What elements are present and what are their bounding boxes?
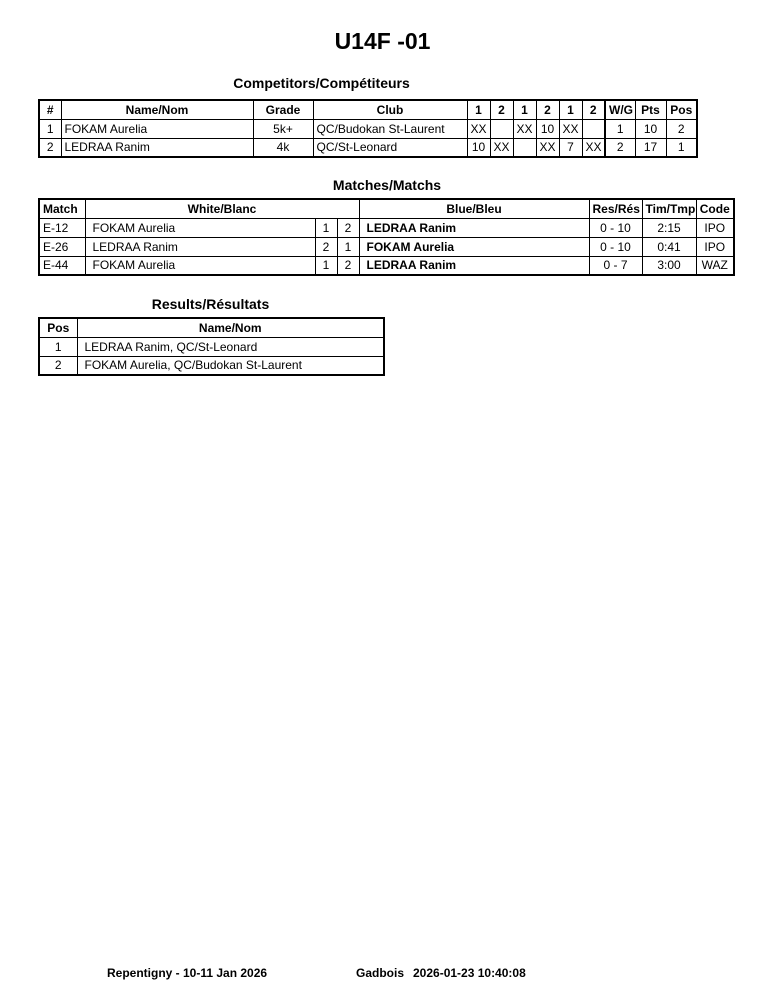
table-row — [39, 218, 734, 237]
result-pos: 1 — [39, 337, 77, 356]
col-name: Name/Nom — [61, 100, 253, 119]
white-number: 1 — [315, 218, 337, 237]
competitor-pos: 2 — [666, 119, 697, 138]
competitor-club: QC/Budokan St-Laurent — [313, 119, 467, 138]
result-pos: 2 — [39, 356, 77, 375]
match-time: 0:41 — [642, 237, 696, 256]
white-competitor: FOKAM Aurelia — [85, 256, 315, 275]
table-row — [39, 119, 697, 138]
match-code: IPO — [696, 237, 734, 256]
round-cell: XX — [536, 138, 559, 157]
table-row — [39, 256, 734, 275]
round-cell — [513, 138, 536, 157]
competitors-heading: Competitors/Compétiteurs — [233, 75, 410, 91]
match-time: 3:00 — [642, 256, 696, 275]
match-result: 0 - 10 — [589, 218, 642, 237]
competitor-name: FOKAM Aurelia — [61, 119, 253, 138]
col-round: 2 — [536, 100, 559, 119]
col-res: Res/Rés — [589, 199, 642, 218]
round-cell: XX — [490, 138, 513, 157]
matches-header-row — [39, 199, 734, 218]
matches-heading: Matches/Matchs — [332, 177, 442, 193]
col-blue: Blue/Bleu — [359, 199, 589, 218]
page-title: U14F -01 — [334, 28, 431, 54]
competitor-wg: 1 — [605, 119, 635, 138]
col-name: Name/Nom — [77, 318, 384, 337]
footer-timestamp: 2026-01-23 10:40:08 — [413, 966, 526, 980]
table-row — [39, 337, 384, 356]
competitor-wg: 2 — [605, 138, 635, 157]
match-result: 0 - 10 — [589, 237, 642, 256]
white-competitor: LEDRAA Ranim — [85, 237, 315, 256]
col-round: 1 — [467, 100, 490, 119]
col-code: Code — [696, 199, 734, 218]
blue-number: 2 — [337, 218, 359, 237]
col-pos: Pos — [666, 100, 697, 119]
competitors-table — [38, 99, 698, 158]
white-competitor: FOKAM Aurelia — [85, 218, 315, 237]
blue-competitor: LEDRAA Ranim — [359, 256, 589, 275]
round-cell: XX — [467, 119, 490, 138]
round-cell: 10 — [467, 138, 490, 157]
col-round: 2 — [582, 100, 605, 119]
col-time: Tim/Tmp — [642, 199, 696, 218]
results-table — [38, 317, 385, 376]
col-num: # — [39, 100, 61, 119]
match-code: IPO — [696, 218, 734, 237]
competitors-header-row — [39, 100, 697, 119]
white-number: 1 — [315, 256, 337, 275]
competitor-pts: 17 — [635, 138, 666, 157]
table-row — [39, 138, 697, 157]
blue-number: 1 — [337, 237, 359, 256]
table-row — [39, 356, 384, 375]
col-round: 1 — [559, 100, 582, 119]
match-id: E-12 — [39, 218, 85, 237]
match-id: E-26 — [39, 237, 85, 256]
col-pos: Pos — [39, 318, 77, 337]
blue-competitor: LEDRAA Ranim — [359, 218, 589, 237]
col-round: 2 — [490, 100, 513, 119]
matches-table — [38, 198, 735, 276]
result-name: FOKAM Aurelia, QC/Budokan St-Laurent — [77, 356, 384, 375]
competitor-pts: 10 — [635, 119, 666, 138]
col-wg: W/G — [605, 100, 635, 119]
round-cell: XX — [559, 119, 582, 138]
round-cell — [582, 119, 605, 138]
results-header-row — [39, 318, 384, 337]
footer-author: Gadbois — [356, 966, 405, 980]
blue-competitor: FOKAM Aurelia — [359, 237, 589, 256]
col-club: Club — [313, 100, 467, 119]
round-cell: XX — [582, 138, 605, 157]
competitor-num: 1 — [39, 119, 61, 138]
competitor-grade: 4k — [253, 138, 313, 157]
match-time: 2:15 — [642, 218, 696, 237]
white-number: 2 — [315, 237, 337, 256]
col-grade: Grade — [253, 100, 313, 119]
col-round: 1 — [513, 100, 536, 119]
round-cell: 7 — [559, 138, 582, 157]
col-white: White/Blanc — [85, 199, 359, 218]
round-cell — [490, 119, 513, 138]
col-pts: Pts — [635, 100, 666, 119]
round-cell: 10 — [536, 119, 559, 138]
results-heading: Results/Résultats — [151, 296, 270, 312]
match-code: WAZ — [696, 256, 734, 275]
competitor-grade: 5k+ — [253, 119, 313, 138]
competitor-num: 2 — [39, 138, 61, 157]
round-cell: XX — [513, 119, 536, 138]
col-match: Match — [39, 199, 85, 218]
footer-event: Repentigny - 10-11 Jan 2026 — [107, 966, 268, 980]
match-result: 0 - 7 — [589, 256, 642, 275]
blue-number: 2 — [337, 256, 359, 275]
competitor-name: LEDRAA Ranim — [61, 138, 253, 157]
table-row — [39, 237, 734, 256]
competitor-club: QC/St-Leonard — [313, 138, 467, 157]
result-name: LEDRAA Ranim, QC/St-Leonard — [77, 337, 384, 356]
match-id: E-44 — [39, 256, 85, 275]
competitor-pos: 1 — [666, 138, 697, 157]
